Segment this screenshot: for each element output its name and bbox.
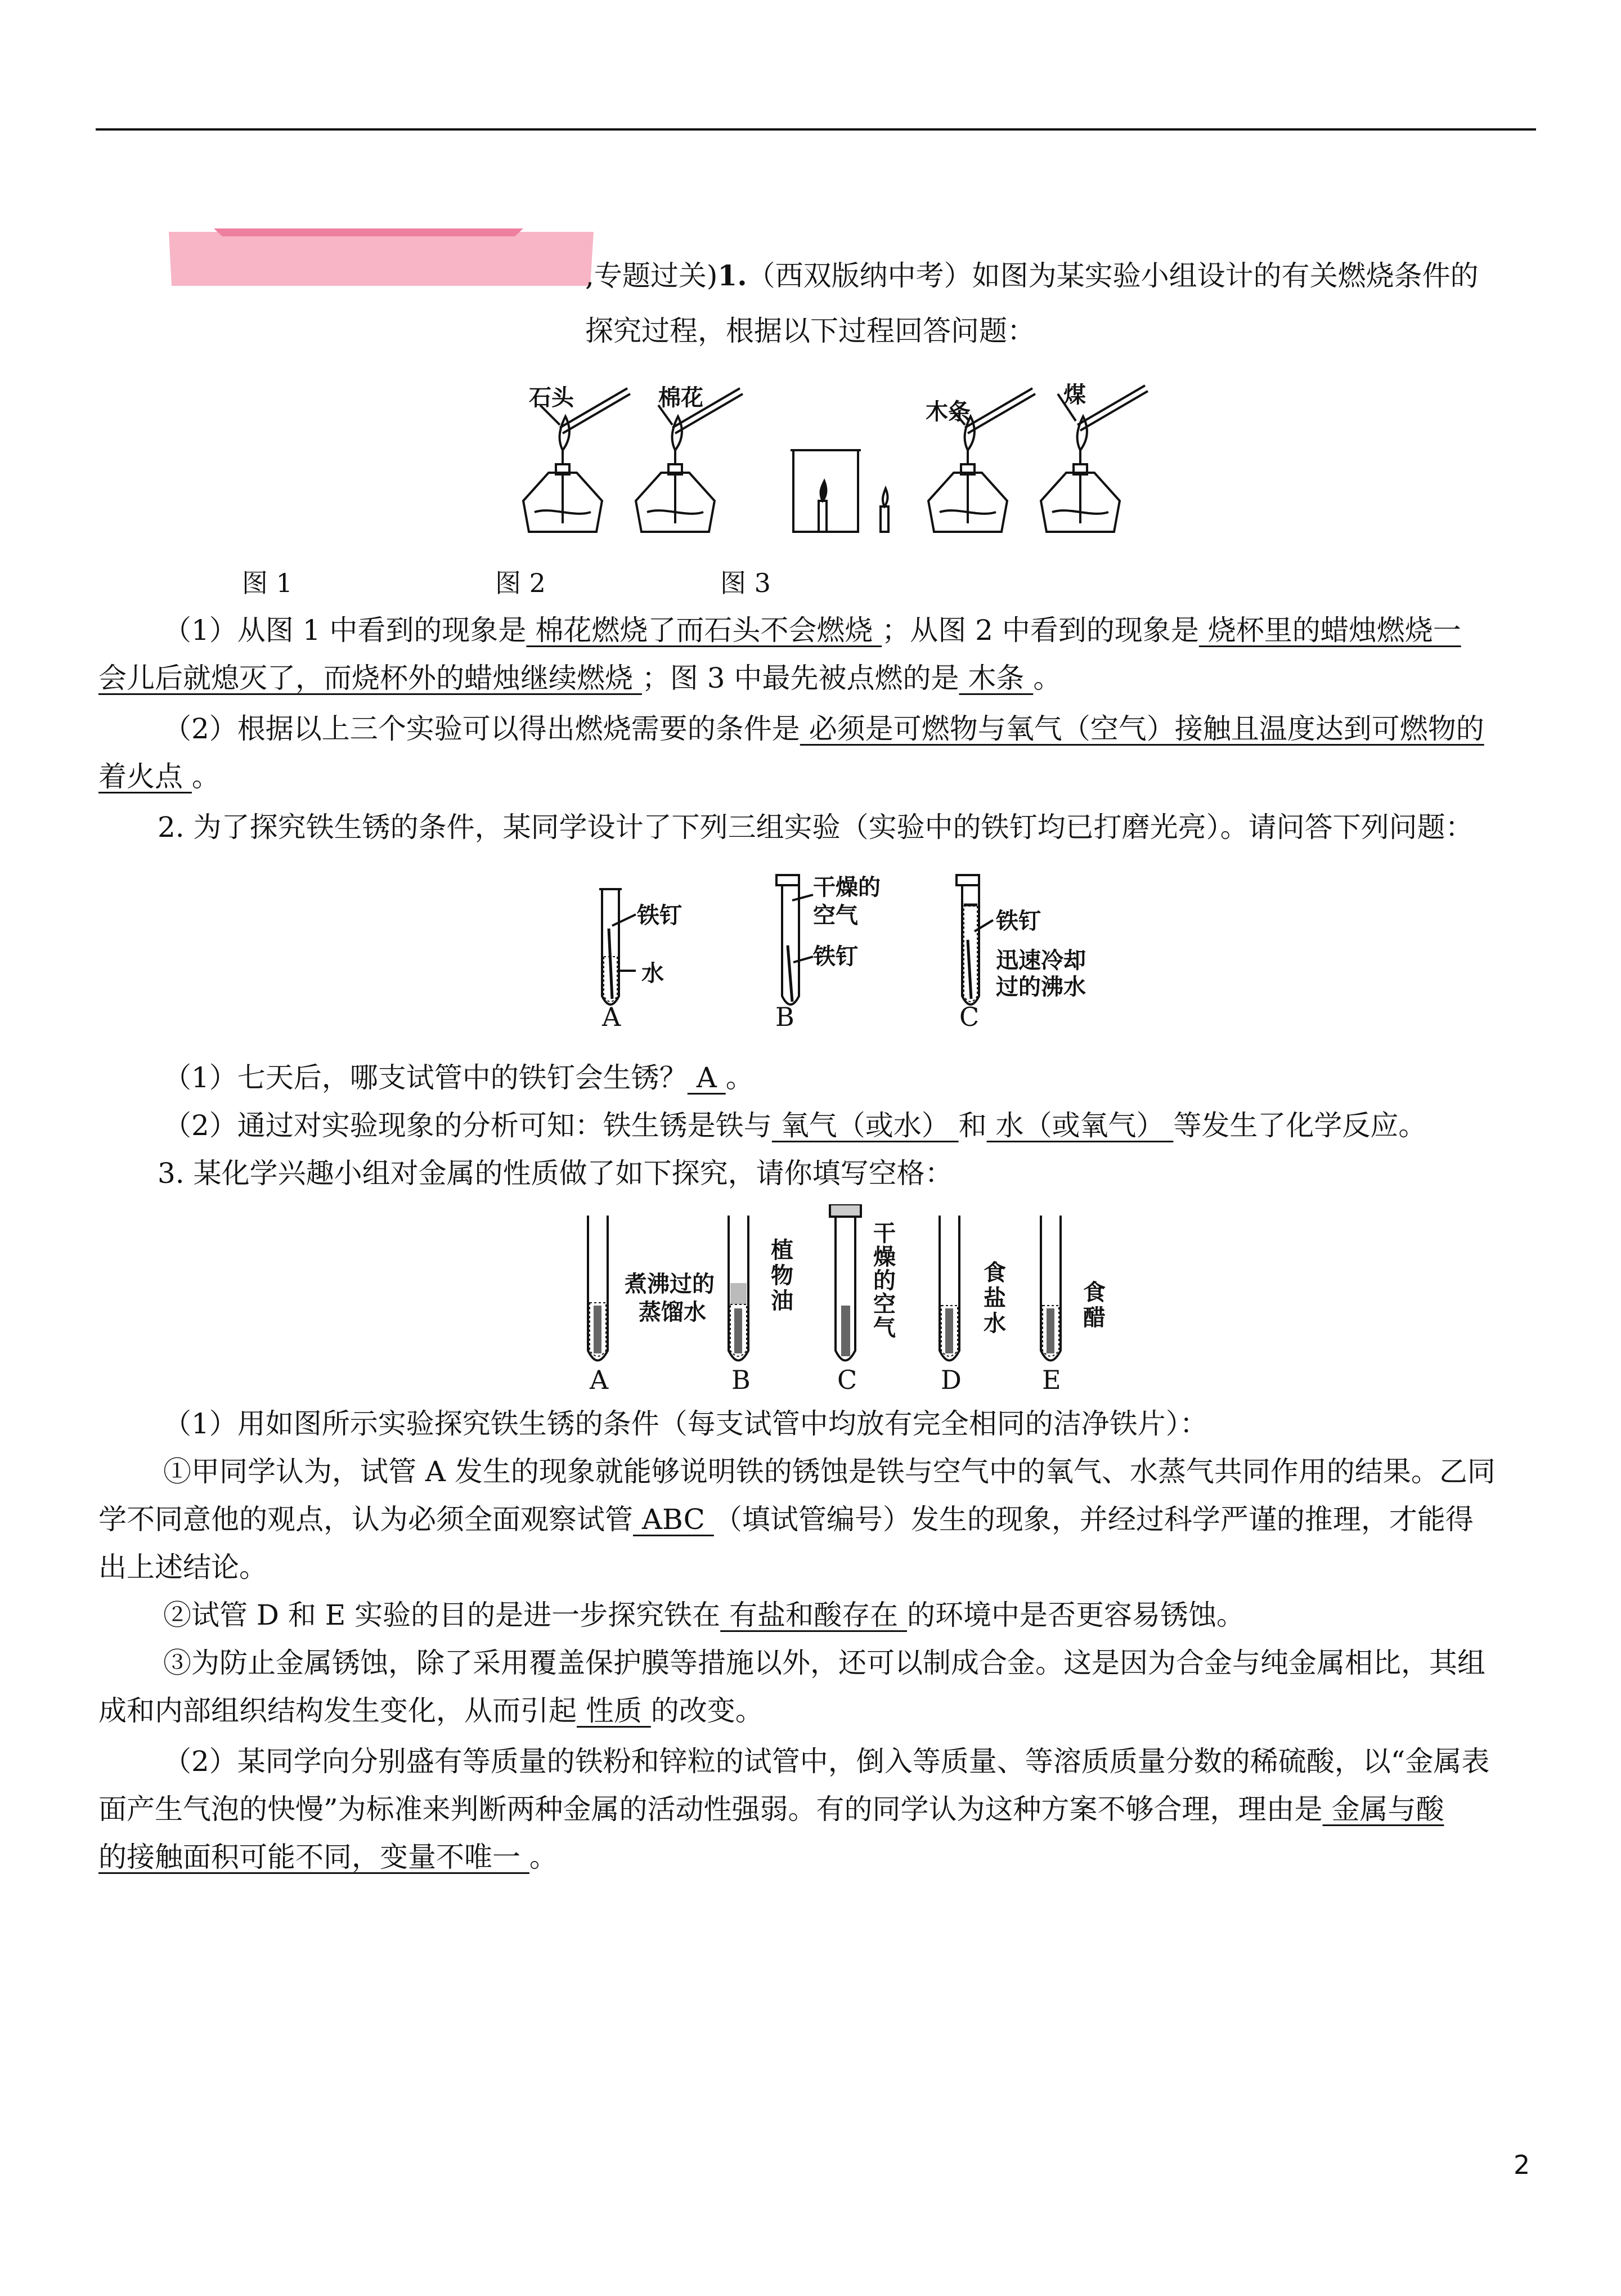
test-tube-c bbox=[957, 875, 993, 1004]
label-c-cooled: 迅速冷却 bbox=[996, 947, 1086, 974]
answer-rust-reactant-2: 水（或氧气） bbox=[986, 1109, 1174, 1142]
label-3c-2: 燥 bbox=[873, 1244, 896, 1270]
q3-s2: ②试管 D 和 E 实验的目的是进一步探究铁在 有盐和酸存在 的环境中是否更容易锈蚀。 bbox=[163, 1599, 1245, 1631]
page-number: 2 bbox=[1514, 2150, 1530, 2180]
q1-p1-line2: 会儿后就熄灭了，而烧杯外的蜡烛继续燃烧 ；图 3 中最先被点燃的是 木条 。 bbox=[98, 662, 1062, 694]
section-title-suffix: ,专题过关) bbox=[585, 259, 718, 292]
q3-s3-line1: ③为防止金属锈蚀，除了采用覆盖保护膜等措施以外，还可以制成合金。这是因为合金与纯金属相比，其组 bbox=[163, 1647, 1485, 1679]
q1-p2-line2: 着火点 。 bbox=[98, 760, 220, 793]
answer-fig3-first-lit: 木条 bbox=[959, 662, 1034, 694]
label-3b-3: 油 bbox=[771, 1288, 793, 1314]
label-3d-1: 食 bbox=[984, 1259, 1006, 1286]
caption-tube-a: A bbox=[602, 1002, 621, 1032]
label-3c-3: 的 bbox=[873, 1267, 896, 1294]
caption-3b: B bbox=[731, 1365, 751, 1395]
caption-3c: C bbox=[837, 1365, 857, 1395]
caption-fig3: 图 3 bbox=[720, 568, 771, 598]
caption-3e: E bbox=[1042, 1365, 1061, 1395]
q1-stem-line2: 探究过程，根据以下过程回答问题： bbox=[585, 315, 1035, 347]
caption-fig2: 图 2 bbox=[495, 568, 546, 598]
q3-p2-line3: 的接触面积可能不同，变量不唯一 。 bbox=[98, 1841, 558, 1873]
label-3b-1: 植 bbox=[771, 1237, 793, 1263]
q2-p1: （1）七天后，哪支试管中的铁钉会生锈？ A 。 bbox=[163, 1061, 754, 1094]
q3-s3-line2: 成和内部组织结构发生变化，从而引起 性质 的改变。 bbox=[98, 1694, 764, 1727]
answer-fig2-phenomenon-cont: 会儿后就熄灭了，而烧杯外的蜡烛继续燃烧 bbox=[98, 662, 642, 694]
q3-p1-intro: （1）用如图所示实验探究铁生锈的条件（每支试管中均放有完全相同的洁净铁片）： bbox=[163, 1407, 1208, 1440]
test-tube-3c bbox=[830, 1204, 861, 1361]
answer-rust-reactant-1: 氧气（或水） bbox=[771, 1109, 959, 1142]
beaker-candles bbox=[791, 450, 888, 532]
label-b-nail: 铁钉 bbox=[813, 943, 858, 970]
answer-reason: 金属与酸 bbox=[1322, 1793, 1444, 1826]
caption-3d: D bbox=[941, 1365, 962, 1395]
q2-p2: （2）通过对实验现象的分析可知：铁生锈是铁与 氧气（或水） 和 水（或氧气） 等发生了化学反应。 bbox=[163, 1109, 1427, 1142]
top-rule bbox=[96, 128, 1536, 131]
q3-stem: 3. 某化学兴趣小组对金属的性质做了如下探究，请你填写空格： bbox=[158, 1157, 953, 1190]
q3-p2-line2: 面产生气泡的快慢”为标准来判断两种金属的活动性强弱。有的同学认为这种方案不够合理，理由是 金属与酸 bbox=[98, 1793, 1444, 1826]
label-stone: 石头 bbox=[529, 384, 574, 411]
q1-p1-line1: （1）从图 1 中看到的现象是 棉花燃烧了而石头不会燃烧 ；从图 2 中看到的现象是 烧杯里的蜡烛燃烧一 bbox=[163, 614, 1461, 647]
label-3d-2: 盐 bbox=[984, 1285, 1006, 1311]
q2-stem: 2. 为了探究铁生锈的条件，某同学设计了下列三组实验（实验中的铁钉均已打磨光亮）。请问答下列问题： bbox=[158, 811, 1474, 844]
label-3c-5: 气 bbox=[873, 1315, 896, 1341]
section-banner bbox=[166, 225, 596, 290]
answer-property-change: 性质 bbox=[577, 1694, 651, 1727]
label-3a-line2: 蒸馏水 bbox=[639, 1299, 706, 1325]
q3-s1-line3: 出上述结论。 bbox=[98, 1551, 267, 1584]
figure-combustion bbox=[506, 360, 1182, 546]
caption-tube-b: B bbox=[775, 1002, 794, 1032]
alcohol-lamp-1 bbox=[523, 416, 602, 532]
label-3e-1: 食 bbox=[1083, 1279, 1106, 1306]
test-tube-3e bbox=[1041, 1216, 1061, 1361]
label-3d-3: 水 bbox=[984, 1310, 1006, 1337]
label-c-nail: 铁钉 bbox=[996, 908, 1041, 934]
label-b-air: 空气 bbox=[813, 902, 858, 929]
test-tube-3d bbox=[940, 1216, 959, 1361]
q1-p2-line1: （2）根据以上三个实验可以得出燃烧需要的条件是 必须是可燃物与氧气（空气）接触且温度达到可燃物的 bbox=[163, 712, 1484, 745]
test-tube-b bbox=[776, 875, 813, 1004]
q1-stem-line1 bbox=[585, 256, 1479, 295]
test-tube-3a bbox=[588, 1216, 608, 1361]
caption-tube-c: C bbox=[959, 1002, 980, 1032]
label-3b-2: 物 bbox=[771, 1262, 793, 1289]
label-b-dry: 干燥的 bbox=[813, 874, 881, 900]
answer-rusting-tube: A bbox=[687, 1061, 726, 1094]
figure-metal-tubes bbox=[574, 1204, 1125, 1396]
label-3c-4: 空 bbox=[873, 1291, 896, 1317]
label-3e-2: 醋 bbox=[1083, 1304, 1106, 1331]
caption-fig1: 图 1 bbox=[242, 568, 293, 598]
q1-number: 1. bbox=[717, 259, 747, 292]
q3-s1-line1: ①甲同学认为，试管 A 发生的现象就能够说明铁的锈蚀是铁与空气中的氧气、水蒸气共同作用的结果。乙同 bbox=[163, 1455, 1496, 1488]
answer-environment: 有盐和酸存在 bbox=[720, 1599, 907, 1631]
label-3a-line1: 煮沸过的 bbox=[625, 1271, 715, 1297]
alcohol-lamp-4 bbox=[1041, 385, 1148, 532]
label-wood: 木条 bbox=[926, 398, 971, 425]
answer-combustion-conditions-cont: 着火点 bbox=[98, 760, 192, 793]
label-cotton: 棉花 bbox=[658, 384, 703, 411]
test-tube-a bbox=[599, 889, 636, 1004]
q3-p2-line1: （2）某同学向分别盛有等质量的铁粉和锌粒的试管中，倒入等质量、等溶质质量分数的稀硫酸，以“金属表 bbox=[163, 1745, 1490, 1778]
label-c-boiled-water: 过的沸水 bbox=[996, 974, 1086, 1000]
caption-3a: A bbox=[590, 1365, 609, 1395]
label-3c-1: 干 bbox=[873, 1220, 896, 1246]
answer-combustion-conditions: 必须是可燃物与氧气（空气）接触且温度达到可燃物的 bbox=[800, 712, 1484, 745]
q3-s1-line2: 学不同意他的观点，认为必须全面观察试管 ABC （填试管编号）发生的现象，并经过科学严谨的推理，才能得 bbox=[98, 1503, 1474, 1536]
test-tube-3b bbox=[729, 1216, 748, 1361]
q1-stem-text: （西双版纳中考）如图为某实验小组设计的有关燃烧条件的 bbox=[747, 259, 1479, 292]
answer-reason-cont: 的接触面积可能不同，变量不唯一 bbox=[98, 1841, 529, 1873]
label-coal: 煤 bbox=[1063, 382, 1086, 408]
answer-tubes-to-observe: ABC bbox=[633, 1503, 714, 1536]
answer-fig2-phenomenon: 烧杯里的蜡烛燃烧一 bbox=[1198, 614, 1461, 647]
figure-iron-rust bbox=[585, 872, 1137, 1041]
answer-fig1-phenomenon: 棉花燃烧了而石头不会燃烧 bbox=[526, 614, 882, 647]
label-a-nail: 铁钉 bbox=[637, 902, 682, 929]
label-a-water: 水 bbox=[641, 960, 664, 986]
